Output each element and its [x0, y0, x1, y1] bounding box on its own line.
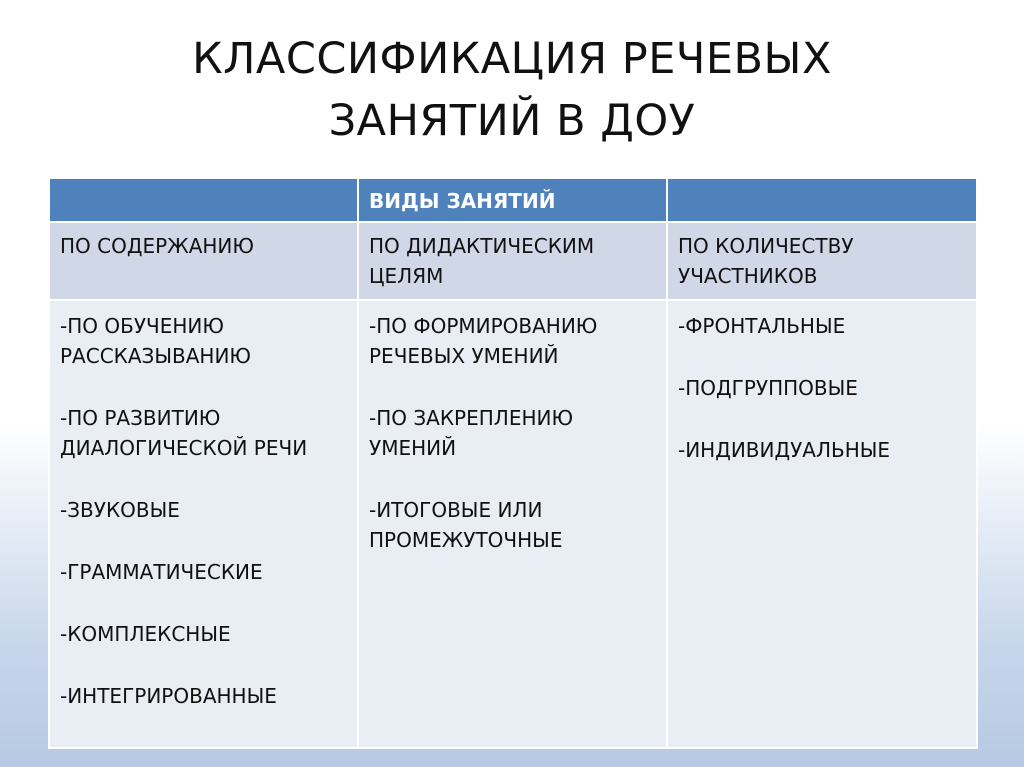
list-item: -ФРОНТАЛЬНЫЕ [678, 314, 846, 338]
list-item: -ПО РАЗВИТИЮ ДИАЛОГИЧЕСКОЙ РЕЧИ [60, 406, 308, 460]
slide-title-line-2: ЗАНЯТИЙ В ДОУ [328, 96, 696, 146]
list-item: -ПО ФОРМИРОВАНИЮ РЕЧЕВЫХ УМЕНИЙ [369, 314, 598, 368]
list-item: -ПО ОБУЧЕНИЮ РАССКАЗЫВАНИЮ [60, 314, 252, 368]
table-header-row [49, 178, 977, 222]
column-didactic-types [358, 300, 667, 748]
participant-types-list [678, 311, 966, 465]
list-item: -ПОДГРУППОВЫЕ [678, 376, 858, 400]
didactic-types-list [369, 311, 656, 555]
subheader-by-didactic-goals: ПО ДИДАКТИЧЕСКИМ ЦЕЛЯМ [358, 222, 667, 300]
subheader-by-content: ПО СОДЕРЖАНИЮ [49, 222, 358, 300]
table-subheader-row [49, 222, 977, 300]
list-item: -ПО ЗАКРЕПЛЕНИЮ УМЕНИЙ [369, 406, 574, 460]
classification-table [48, 177, 978, 749]
header-cell-1 [49, 178, 358, 222]
table-body-row [49, 300, 977, 748]
content-types-list [60, 311, 347, 711]
slide-title [0, 28, 1024, 152]
list-item: -ИНТЕГРИРОВАННЫЕ [60, 684, 277, 708]
subheader-by-participants: ПО КОЛИЧЕСТВУ УЧАСТНИКОВ [667, 222, 977, 300]
header-cell-3 [667, 178, 977, 222]
list-item: -ЗВУКОВЫЕ [60, 498, 180, 522]
list-item: -ГРАММАТИЧЕСКИЕ [60, 560, 263, 584]
slide-title-line-1: КЛАССИФИКАЦИЯ РЕЧЕВЫХ [192, 34, 832, 84]
column-content-types [49, 300, 358, 748]
header-cell-2: ВИДЫ ЗАНЯТИЙ [358, 178, 667, 222]
list-item: -КОМПЛЕКСНЫЕ [60, 622, 231, 646]
list-item: -ИНДИВИДУАЛЬНЫЕ [678, 438, 891, 462]
list-item: -ИТОГОВЫЕ ИЛИ ПРОМЕЖУТОЧНЫЕ [369, 498, 563, 552]
column-participant-types [667, 300, 977, 748]
